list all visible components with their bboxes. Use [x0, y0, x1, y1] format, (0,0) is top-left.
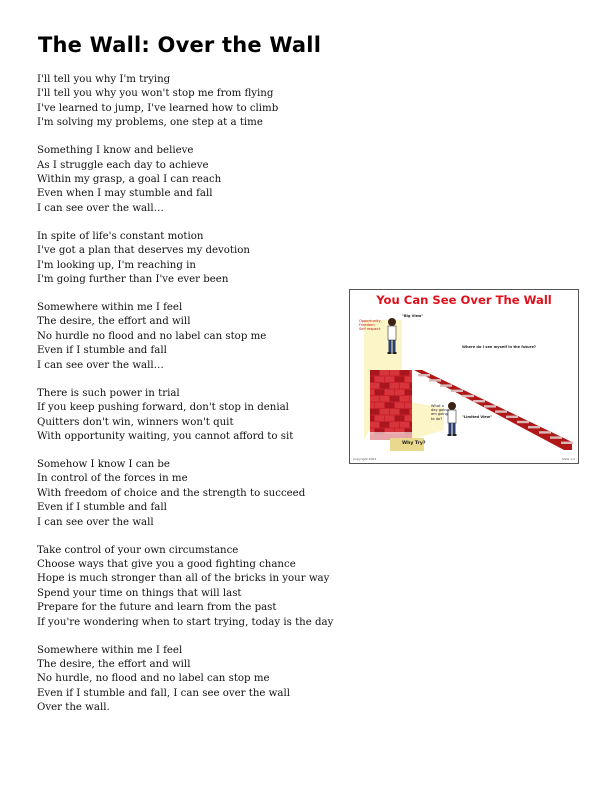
wall-brick	[380, 422, 389, 428]
stair-step	[440, 384, 452, 386]
wall-brick	[385, 416, 394, 422]
limited-view-person-icon	[448, 402, 457, 436]
poem-line: If you're wondering when to start trying, today is the day	[37, 616, 334, 628]
small-note-line: to do?	[431, 416, 443, 421]
wall-brick	[375, 403, 384, 409]
stair-step	[528, 426, 540, 428]
poem-line: The desire, the effort and will	[37, 316, 191, 328]
wall-illustration-graphic	[350, 290, 578, 463]
poem-line: The desire, the effort and will	[37, 658, 191, 670]
poem-line: Even if I stumble and fall	[37, 345, 167, 357]
wall-brick	[370, 403, 374, 409]
poem-line: I'm solving my problems, one step at a time	[37, 117, 263, 129]
wall-brick	[375, 377, 384, 383]
wall-brick	[410, 422, 412, 428]
poem-line: I'm going further than I've ever been	[37, 274, 229, 286]
stair-step	[484, 405, 496, 407]
poem-line: Quitters don't win, winners won't quit	[37, 416, 234, 428]
poem-line: Even if I stumble and fall, I can see over the wall	[37, 687, 290, 699]
poem-line: Take control of your own circumstance	[37, 544, 239, 556]
wall-brick	[390, 422, 399, 428]
stair-step	[429, 379, 441, 381]
poem-line: With opportunity waiting, you cannot afford to sit	[37, 430, 294, 442]
wall-brick	[370, 422, 379, 428]
stair-step	[539, 431, 551, 433]
wall-brick	[395, 377, 404, 383]
stair-step	[495, 410, 507, 412]
left-note-line: Self respect	[359, 327, 381, 332]
wall-brick	[410, 409, 412, 415]
wall-brick	[375, 416, 384, 422]
wall-brick	[385, 377, 394, 383]
wall-brick	[385, 390, 394, 396]
poem-line: I'll tell you why I'm trying	[37, 74, 171, 85]
wall-brick	[370, 416, 374, 422]
small-note	[431, 404, 449, 421]
figure-title: You Can See Over The Wall	[376, 293, 552, 307]
small-note-line: am going	[431, 412, 448, 417]
wall-brick	[370, 377, 374, 383]
poem-line: Somewhere within me I feel	[37, 302, 183, 314]
stair-step	[506, 416, 518, 418]
poem-line: I can see over the wall…	[37, 202, 164, 214]
wall-brick	[390, 409, 399, 415]
wall-brick	[375, 390, 384, 396]
future-question: Where do I see myself in the future?	[462, 345, 536, 349]
small-note-line: day going	[431, 408, 449, 413]
stair-step	[418, 374, 430, 376]
left-note	[359, 319, 382, 332]
figure-footer-right: Slide 1.2	[561, 457, 575, 461]
poem-stanza	[37, 73, 437, 131]
wall-brick	[405, 390, 412, 396]
poem-line: In control of the forces in me	[37, 473, 188, 485]
wall-brick	[405, 377, 412, 383]
wall-brick	[400, 422, 409, 428]
brick-wall	[370, 370, 412, 444]
poem-line: Even when I may stumble and fall	[37, 188, 213, 200]
wall-brick	[385, 403, 394, 409]
poem-line: Even if I stumble and fall	[37, 502, 167, 514]
figure-footer-left: Copyright 2005	[353, 457, 377, 461]
left-note-line: Freedom	[359, 323, 375, 328]
wall-brick	[410, 383, 412, 389]
wall-brick	[380, 396, 389, 402]
poem-line: I've learned to jump, I've learned how to climb	[37, 102, 279, 114]
wall-brick	[410, 396, 412, 402]
wall-brick	[380, 409, 389, 415]
wall-brick	[400, 383, 409, 389]
wall-brick	[370, 409, 379, 415]
poem-stanza	[37, 230, 437, 288]
wall-brick	[380, 370, 389, 376]
wall-brick	[390, 383, 399, 389]
stair-step	[561, 442, 573, 444]
poem-line: Within my grasp, a goal I can reach	[37, 174, 222, 186]
poem-line: With freedom of choice and the strength to succeed	[37, 487, 306, 499]
big-view-label: "Big View"	[402, 314, 424, 318]
wall-brick	[395, 403, 404, 409]
stair-step	[473, 400, 485, 402]
why-try-label: Why Try?	[402, 441, 426, 446]
small-note-line: What a	[431, 404, 444, 408]
wall-brick	[370, 383, 379, 389]
poem-line: As I struggle each day to achieve	[37, 159, 209, 171]
wall-brick	[400, 396, 409, 402]
poem-line: Spend your time on things that will last	[37, 587, 242, 599]
poem-line: I can see over the wall…	[37, 359, 164, 371]
wall-illustration	[349, 289, 579, 464]
wall-brick	[390, 370, 399, 376]
poem-line: In spite of life's constant motion	[37, 230, 204, 242]
poem-line: I can see over the wall	[37, 516, 154, 528]
poem-stanza	[37, 144, 437, 216]
poem-line: There is such power in trial	[37, 387, 180, 399]
poem-line: If you keep pushing forward, don't stop in denial	[37, 402, 289, 414]
page-title: The Wall: Over the Wall	[38, 33, 322, 57]
poem-line: I'm looking up, I'm reaching in	[37, 259, 196, 271]
poem-line: Hope is much stronger than all of the bricks in your way	[37, 573, 330, 585]
wall-brick	[395, 390, 404, 396]
stair-step	[451, 390, 463, 392]
wall-brick	[370, 396, 379, 402]
wall-brick	[380, 383, 389, 389]
poem-line: I've got a plan that deserves my devotion	[37, 245, 250, 257]
poem-line: I'll tell you why you won't stop me from flying	[37, 88, 274, 100]
wall-brick	[400, 370, 409, 376]
poem-stanza	[37, 644, 437, 716]
wall-brick	[410, 370, 412, 376]
poem-line: Somewhere within me I feel	[37, 644, 183, 656]
stair-step	[550, 436, 562, 438]
left-note-line: Opportunity,	[359, 319, 382, 323]
stair-step	[517, 421, 529, 423]
limited-view-label: "Limited View"	[462, 415, 492, 419]
poem-line: Choose ways that give you a good fighting chance	[37, 558, 296, 570]
stair-step	[462, 395, 474, 397]
poem-stanza	[37, 458, 437, 530]
wall-brick	[370, 370, 379, 376]
poem-stanza	[37, 544, 437, 630]
poem-line: Over the wall.	[37, 702, 110, 714]
poem-line: Somehow I know I can be	[37, 458, 170, 470]
wall-brick	[400, 409, 409, 415]
wall-brick	[395, 416, 404, 422]
poem-line: Prepare for the future and learn from the past	[37, 602, 277, 614]
poem-line: No hurdle no flood and no label can stop me	[37, 330, 267, 342]
wall-brick	[390, 396, 399, 402]
wall-brick	[405, 403, 412, 409]
wall-brick	[405, 416, 412, 422]
poem-line: No hurdle, no flood and no label can stop me	[37, 673, 270, 685]
wall-brick	[370, 390, 374, 396]
poem-line: Something I know and believe	[37, 145, 194, 157]
